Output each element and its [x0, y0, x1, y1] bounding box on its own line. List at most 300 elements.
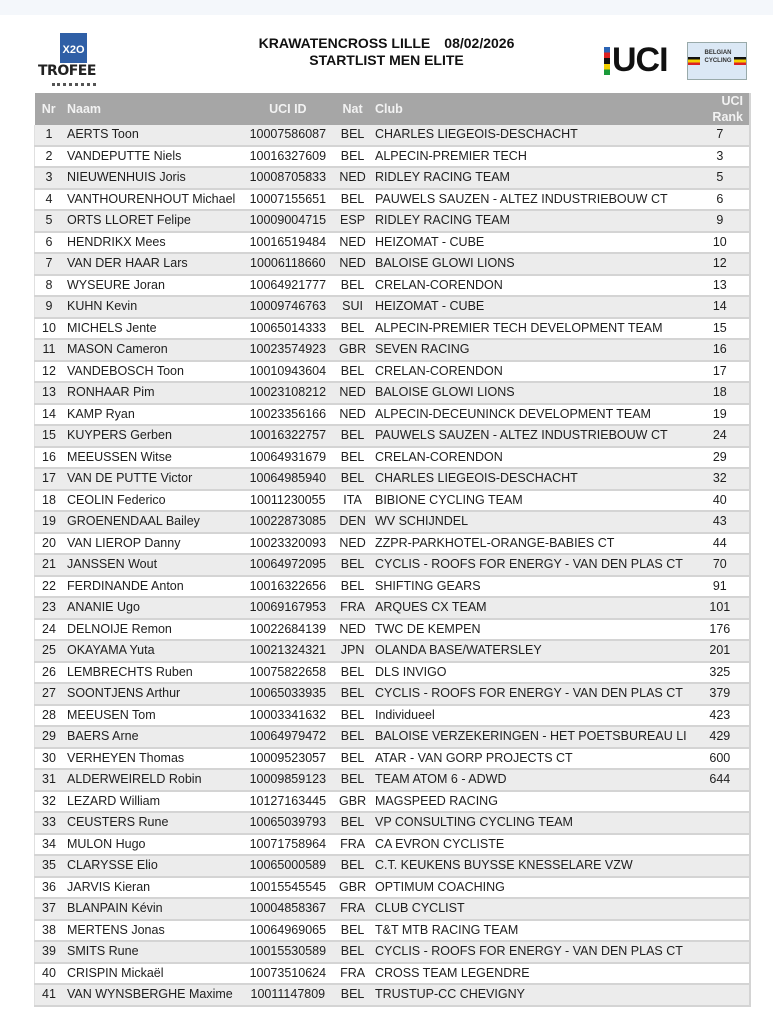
rider-nr: 32 — [35, 791, 63, 813]
rider-uci-rank: 176 — [691, 619, 750, 641]
table-row — [35, 189, 751, 211]
rider-uci-rank: 3 — [691, 146, 750, 168]
rider-uci-id: 10011230055 — [242, 490, 335, 512]
table-row — [35, 812, 751, 834]
rider-uci-rank: 40 — [691, 490, 750, 512]
rider-uci-rank: 18 — [691, 382, 750, 404]
table-row — [35, 275, 751, 297]
rider-club: VP CONSULTING CYCLING TEAM — [371, 812, 691, 834]
rider-nat: BEL — [334, 189, 371, 211]
rider-nr: 18 — [35, 490, 63, 512]
table-row — [35, 963, 751, 985]
rider-uci-id: 10015545545 — [242, 877, 335, 899]
rider-nr: 39 — [35, 941, 63, 963]
table-row — [35, 554, 751, 576]
uci-logo-text: UCI — [612, 41, 668, 79]
rider-name: CEOLIN Federico — [63, 490, 242, 512]
rider-club: BALOISE VERZEKERINGEN - HET POETSBUREAU LI — [371, 726, 691, 748]
rider-club: CHARLES LIEGEOIS-DESCHACHT — [371, 468, 691, 490]
rider-uci-rank — [691, 984, 750, 1006]
rider-nr: 33 — [35, 812, 63, 834]
rider-uci-rank: 101 — [691, 597, 750, 619]
rider-club: PAUWELS SAUZEN - ALTEZ INDUSTRIEBOUW CT — [371, 189, 691, 211]
rider-nat: FRA — [334, 898, 371, 920]
rider-name: VERHEYEN Thomas — [63, 748, 242, 770]
rider-uci-id: 10016322757 — [242, 425, 335, 447]
table-row — [35, 662, 751, 684]
rider-club: CRELAN-CORENDON — [371, 447, 691, 469]
rider-uci-id: 10065000589 — [242, 855, 335, 877]
rider-nr: 16 — [35, 447, 63, 469]
table-row — [35, 146, 751, 168]
rider-nat: NED — [334, 253, 371, 275]
rider-club: ALPECIN-PREMIER TECH DEVELOPMENT TEAM — [371, 318, 691, 340]
uci-belgian-cycling-logos — [604, 40, 748, 80]
table-row — [35, 447, 751, 469]
rider-nat: BEL — [334, 984, 371, 1006]
rider-nat: BEL — [334, 705, 371, 727]
belgian-flag-stripe-icon — [734, 57, 746, 65]
rider-club: TRUSTUP-CC CHEVIGNY — [371, 984, 691, 1006]
rider-nat: BEL — [334, 812, 371, 834]
rider-uci-id: 10071758964 — [242, 834, 335, 856]
chain-icon — [52, 83, 96, 90]
rider-name: ALDERWEIRELD Robin — [63, 769, 242, 791]
table-row — [35, 382, 751, 404]
rider-name: CLARYSSE Elio — [63, 855, 242, 877]
rider-uci-id: 10009004715 — [242, 210, 335, 232]
rider-uci-rank: 13 — [691, 275, 750, 297]
rider-nr: 6 — [35, 232, 63, 254]
rider-nat: ITA — [334, 490, 371, 512]
table-row — [35, 834, 751, 856]
table-row — [35, 576, 751, 598]
rider-club: DLS INVIGO — [371, 662, 691, 684]
rider-club: OLANDA BASE/WATERSLEY — [371, 640, 691, 662]
rider-club: ALPECIN-PREMIER TECH — [371, 146, 691, 168]
rider-club: PAUWELS SAUZEN - ALTEZ INDUSTRIEBOUW CT — [371, 425, 691, 447]
rider-club: HEIZOMAT - CUBE — [371, 232, 691, 254]
rider-uci-rank: 7 — [691, 125, 750, 146]
rider-name: ANANIE Ugo — [63, 597, 242, 619]
rider-uci-rank — [691, 963, 750, 985]
rider-nat: BEL — [334, 920, 371, 942]
table-row — [35, 296, 751, 318]
table-row — [35, 920, 751, 942]
table-row — [35, 232, 751, 254]
table-row — [35, 318, 751, 340]
rider-club: OPTIMUM COACHING — [371, 877, 691, 899]
rider-nr: 9 — [35, 296, 63, 318]
rider-nat: BEL — [334, 855, 371, 877]
rider-nr: 28 — [35, 705, 63, 727]
table-row — [35, 877, 751, 899]
rider-nat: GBR — [334, 791, 371, 813]
rider-nat: BEL — [334, 447, 371, 469]
rider-nr: 26 — [35, 662, 63, 684]
rider-uci-id: 10023108212 — [242, 382, 335, 404]
rider-uci-id: 10075822658 — [242, 662, 335, 684]
rider-name: MASON Cameron — [63, 339, 242, 361]
rider-name: MICHELS Jente — [63, 318, 242, 340]
startlist-table — [34, 93, 751, 1007]
bc-line2: CYCLING — [704, 58, 732, 64]
rider-nr: 36 — [35, 877, 63, 899]
rider-nr: 38 — [35, 920, 63, 942]
table-row — [35, 404, 751, 426]
rider-club: CYCLIS - ROOFS FOR ENERGY - VAN DEN PLAS CT — [371, 683, 691, 705]
table-row — [35, 533, 751, 555]
table-body — [35, 125, 751, 1006]
rider-uci-rank — [691, 834, 750, 856]
col-header-club: Club — [371, 93, 691, 125]
rider-name: JANSSEN Wout — [63, 554, 242, 576]
belgian-cycling-logo — [687, 42, 747, 80]
rider-nat: BEL — [334, 662, 371, 684]
trofee-logo-text: TROFEE — [38, 63, 96, 79]
rider-nr: 2 — [35, 146, 63, 168]
rider-name: KAMP Ryan — [63, 404, 242, 426]
rider-club: CYCLIS - ROOFS FOR ENERGY - VAN DEN PLAS CT — [371, 941, 691, 963]
table-row — [35, 253, 751, 275]
rider-club: WV SCHIJNDEL — [371, 511, 691, 533]
rider-uci-id: 10009859123 — [242, 769, 335, 791]
rider-uci-rank: 12 — [691, 253, 750, 275]
rider-nr: 4 — [35, 189, 63, 211]
rider-nr: 17 — [35, 468, 63, 490]
rider-nat: GBR — [334, 877, 371, 899]
rider-name: VANTHOURENHOUT Michael — [63, 189, 242, 211]
col-header-nat: Nat — [334, 93, 371, 125]
rider-name: BAERS Arne — [63, 726, 242, 748]
table-row — [35, 425, 751, 447]
col-header-naam: Naam — [63, 93, 242, 125]
rider-nr: 19 — [35, 511, 63, 533]
rider-nr: 5 — [35, 210, 63, 232]
rider-uci-id: 10007586087 — [242, 125, 335, 146]
rider-nat: BEL — [334, 425, 371, 447]
rider-club: SEVEN RACING — [371, 339, 691, 361]
rider-uci-rank — [691, 791, 750, 813]
rider-uci-rank — [691, 898, 750, 920]
rider-club: CRELAN-CORENDON — [371, 275, 691, 297]
rider-uci-id: 10016519484 — [242, 232, 335, 254]
rider-club: CRELAN-CORENDON — [371, 361, 691, 383]
rider-name: BLANPAIN Kévin — [63, 898, 242, 920]
rider-nr: 8 — [35, 275, 63, 297]
rider-uci-rank: 429 — [691, 726, 750, 748]
rider-uci-rank: 44 — [691, 533, 750, 555]
startlist-subtitle: STARTLIST MEN ELITE — [309, 52, 464, 68]
rider-uci-rank — [691, 812, 750, 834]
rider-nat: FRA — [334, 597, 371, 619]
rider-name: MERTENS Jonas — [63, 920, 242, 942]
rider-name: VAN DER HAAR Lars — [63, 253, 242, 275]
rider-nr: 40 — [35, 963, 63, 985]
rider-nat: NED — [334, 232, 371, 254]
rider-club: CHARLES LIEGEOIS-DESCHACHT — [371, 125, 691, 146]
table-row — [35, 210, 751, 232]
rider-uci-rank: 644 — [691, 769, 750, 791]
uci-rainbow-icon — [604, 47, 610, 75]
table-row — [35, 898, 751, 920]
rider-uci-id: 10023320093 — [242, 533, 335, 555]
rider-uci-rank: 325 — [691, 662, 750, 684]
rider-club: ATAR - VAN GORP PROJECTS CT — [371, 748, 691, 770]
rider-uci-rank: 70 — [691, 554, 750, 576]
rider-club: RIDLEY RACING TEAM — [371, 167, 691, 189]
rider-club: CLUB CYCLIST — [371, 898, 691, 920]
rider-club: SHIFTING GEARS — [371, 576, 691, 598]
rider-name: DELNOIJE Remon — [63, 619, 242, 641]
document-header — [0, 15, 773, 93]
rider-uci-id: 10021324321 — [242, 640, 335, 662]
rider-club: TEAM ATOM 6 - ADWD — [371, 769, 691, 791]
rider-uci-id: 10073510624 — [242, 963, 335, 985]
belgian-cycling-text — [702, 49, 734, 65]
rider-nr: 20 — [35, 533, 63, 555]
rider-club: BALOISE GLOWI LIONS — [371, 382, 691, 404]
rider-uci-id: 10022873085 — [242, 511, 335, 533]
rider-nr: 34 — [35, 834, 63, 856]
event-date: 08/02/2026 — [444, 35, 515, 51]
rider-name: VANDEBOSCH Toon — [63, 361, 242, 383]
rider-uci-rank: 32 — [691, 468, 750, 490]
rider-name: VAN LIEROP Danny — [63, 533, 242, 555]
rider-uci-rank: 29 — [691, 447, 750, 469]
rider-name: WYSEURE Joran — [63, 275, 242, 297]
rider-nr: 22 — [35, 576, 63, 598]
rider-uci-id: 10064972095 — [242, 554, 335, 576]
rider-club: BIBIONE CYCLING TEAM — [371, 490, 691, 512]
col-header-uci-rank: UCI Rank — [691, 93, 750, 125]
rider-uci-id: 10007155651 — [242, 189, 335, 211]
table-row — [35, 640, 751, 662]
rider-nr: 21 — [35, 554, 63, 576]
rider-uci-id: 10064931679 — [242, 447, 335, 469]
rider-name: CEUSTERS Rune — [63, 812, 242, 834]
rider-club: TWC DE KEMPEN — [371, 619, 691, 641]
event-name: KRAWATENCROSS LILLE — [258, 35, 431, 51]
rider-club: BALOISE GLOWI LIONS — [371, 253, 691, 275]
rider-uci-id: 10016322656 — [242, 576, 335, 598]
rider-nat: DEN — [334, 511, 371, 533]
rider-name: CRISPIN Mickaël — [63, 963, 242, 985]
rider-uci-id: 10009746763 — [242, 296, 335, 318]
table-row — [35, 468, 751, 490]
rider-uci-rank — [691, 855, 750, 877]
rider-nat: GBR — [334, 339, 371, 361]
rider-name: KUHN Kevin — [63, 296, 242, 318]
rider-uci-rank: 14 — [691, 296, 750, 318]
rider-club: RIDLEY RACING TEAM — [371, 210, 691, 232]
rider-uci-rank — [691, 920, 750, 942]
rider-nat: SUI — [334, 296, 371, 318]
rider-name: KUYPERS Gerben — [63, 425, 242, 447]
rider-nat: NED — [334, 167, 371, 189]
rider-nat: NED — [334, 533, 371, 555]
rider-uci-rank: 201 — [691, 640, 750, 662]
rider-nr: 1 — [35, 125, 63, 146]
rider-uci-id: 10064969065 — [242, 920, 335, 942]
belgian-flag-stripe-icon — [688, 57, 700, 65]
top-strip — [0, 0, 773, 15]
rider-uci-id: 10023356166 — [242, 404, 335, 426]
rider-uci-id: 10008705833 — [242, 167, 335, 189]
rider-nr: 15 — [35, 425, 63, 447]
table-row — [35, 339, 751, 361]
rider-nr: 25 — [35, 640, 63, 662]
rider-name: GROENENDAAL Bailey — [63, 511, 242, 533]
rider-uci-rank: 9 — [691, 210, 750, 232]
rider-name: SOONTJENS Arthur — [63, 683, 242, 705]
rider-nr: 24 — [35, 619, 63, 641]
rider-nat: BEL — [334, 941, 371, 963]
rider-name: JARVIS Kieran — [63, 877, 242, 899]
rider-uci-rank: 16 — [691, 339, 750, 361]
rider-uci-rank: 10 — [691, 232, 750, 254]
table-row — [35, 490, 751, 512]
rider-nr: 12 — [35, 361, 63, 383]
rider-uci-rank: 15 — [691, 318, 750, 340]
rider-nat: BEL — [334, 125, 371, 146]
rider-nr: 27 — [35, 683, 63, 705]
table-row — [35, 726, 751, 748]
rider-club: ALPECIN-DECEUNINCK DEVELOPMENT TEAM — [371, 404, 691, 426]
rider-uci-rank — [691, 877, 750, 899]
rider-nat: NED — [334, 619, 371, 641]
rider-nr: 35 — [35, 855, 63, 877]
rider-name: LEZARD William — [63, 791, 242, 813]
rider-name: AERTS Toon — [63, 125, 242, 146]
rider-nat: NED — [334, 382, 371, 404]
rider-nat: FRA — [334, 834, 371, 856]
bc-line1: BELGIAN — [704, 50, 732, 56]
rider-name: MEEUSEN Tom — [63, 705, 242, 727]
table-row — [35, 769, 751, 791]
rider-uci-id: 10065033935 — [242, 683, 335, 705]
rider-nat: ESP — [334, 210, 371, 232]
rider-club: T&T MTB RACING TEAM — [371, 920, 691, 942]
rider-nr: 13 — [35, 382, 63, 404]
rider-uci-rank: 600 — [691, 748, 750, 770]
rider-nat: BEL — [334, 683, 371, 705]
table-row — [35, 984, 751, 1006]
col-header-nr: Nr — [35, 93, 63, 125]
rider-name: SMITS Rune — [63, 941, 242, 963]
rider-club: CROSS TEAM LEGENDRE — [371, 963, 691, 985]
rider-nr: 3 — [35, 167, 63, 189]
rider-uci-id: 10064985940 — [242, 468, 335, 490]
rider-uci-rank: 5 — [691, 167, 750, 189]
table-row — [35, 125, 751, 146]
table-row — [35, 619, 751, 641]
rider-name: MULON Hugo — [63, 834, 242, 856]
table-row — [35, 941, 751, 963]
rider-uci-rank — [691, 941, 750, 963]
rider-nr: 37 — [35, 898, 63, 920]
col-header-uci-id: UCI ID — [242, 93, 335, 125]
rider-club: HEIZOMAT - CUBE — [371, 296, 691, 318]
rider-nr: 30 — [35, 748, 63, 770]
table-row — [35, 748, 751, 770]
table-row — [35, 705, 751, 727]
rider-uci-id: 10065039793 — [242, 812, 335, 834]
rider-name: OKAYAMA Yuta — [63, 640, 242, 662]
rider-uci-rank: 423 — [691, 705, 750, 727]
table-row — [35, 361, 751, 383]
rider-uci-id: 10004858367 — [242, 898, 335, 920]
rider-uci-id: 10127163445 — [242, 791, 335, 813]
rider-uci-id: 10010943604 — [242, 361, 335, 383]
rider-nat: BEL — [334, 554, 371, 576]
rider-uci-id: 10009523057 — [242, 748, 335, 770]
rider-nat: BEL — [334, 318, 371, 340]
rider-nat: BEL — [334, 769, 371, 791]
rider-name: NIEUWENHUIS Joris — [63, 167, 242, 189]
rider-uci-rank: 17 — [691, 361, 750, 383]
rider-nr: 29 — [35, 726, 63, 748]
table-row — [35, 791, 751, 813]
rider-club: ZZPR-PARKHOTEL-ORANGE-BABIES CT — [371, 533, 691, 555]
table-row — [35, 167, 751, 189]
rider-name: ORTS LLORET Felipe — [63, 210, 242, 232]
rider-uci-rank: 91 — [691, 576, 750, 598]
rider-uci-rank: 6 — [691, 189, 750, 211]
rider-uci-id: 10065014333 — [242, 318, 335, 340]
rider-name: HENDRIKX Mees — [63, 232, 242, 254]
rider-nr: 11 — [35, 339, 63, 361]
rider-club: CA EVRON CYCLISTE — [371, 834, 691, 856]
table-header-row — [35, 93, 751, 125]
rider-nr: 14 — [35, 404, 63, 426]
rider-name: VAN DE PUTTE Victor — [63, 468, 242, 490]
rider-name: MEEUSSEN Witse — [63, 447, 242, 469]
rider-nat: BEL — [334, 146, 371, 168]
table-row — [35, 511, 751, 533]
rider-nat: BEL — [334, 748, 371, 770]
rider-uci-rank: 24 — [691, 425, 750, 447]
table-row — [35, 855, 751, 877]
rider-nat: BEL — [334, 361, 371, 383]
rider-nat: JPN — [334, 640, 371, 662]
rider-name: VAN WYNSBERGHE Maxime — [63, 984, 242, 1006]
rider-name: RONHAAR Pim — [63, 382, 242, 404]
rider-uci-id: 10023574923 — [242, 339, 335, 361]
rider-name: VANDEPUTTE Niels — [63, 146, 242, 168]
rider-nat: BEL — [334, 275, 371, 297]
rider-uci-id: 10022684139 — [242, 619, 335, 641]
rider-nr: 31 — [35, 769, 63, 791]
rider-uci-id: 10016327609 — [242, 146, 335, 168]
rider-nat: BEL — [334, 468, 371, 490]
rider-uci-rank: 379 — [691, 683, 750, 705]
rider-uci-id: 10003341632 — [242, 705, 335, 727]
rider-nat: NED — [334, 404, 371, 426]
rider-name: FERDINANDE Anton — [63, 576, 242, 598]
rider-club: Individueel — [371, 705, 691, 727]
rider-nr: 10 — [35, 318, 63, 340]
rider-nat: BEL — [334, 576, 371, 598]
rider-uci-rank: 43 — [691, 511, 750, 533]
rider-nr: 23 — [35, 597, 63, 619]
rider-uci-id: 10069167953 — [242, 597, 335, 619]
x2o-logo-box: X2O — [60, 33, 87, 63]
table-row — [35, 683, 751, 705]
rider-uci-id: 10064979472 — [242, 726, 335, 748]
rider-uci-rank: 19 — [691, 404, 750, 426]
rider-name: LEMBRECHTS Ruben — [63, 662, 242, 684]
